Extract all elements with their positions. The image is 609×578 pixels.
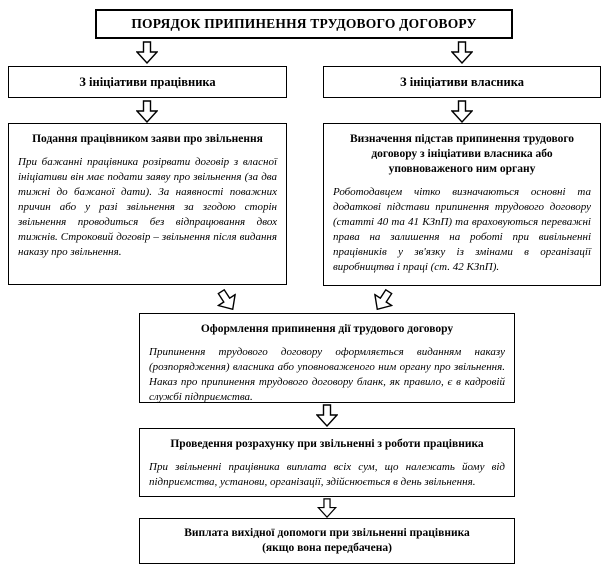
step-severance-box xyxy=(139,518,515,564)
owner-branch-box xyxy=(323,123,601,286)
step-settlement-box xyxy=(139,428,515,497)
down-arrow-icon xyxy=(451,41,473,64)
down-right-arrow-icon xyxy=(212,285,243,316)
down-arrow-icon xyxy=(136,100,158,123)
down-left-arrow-icon xyxy=(368,285,399,316)
step-settlement-title: Проведення розрахунку при звільненні з роботи працівника xyxy=(170,438,484,450)
flowchart-title-box xyxy=(95,9,513,39)
flowchart-title: ПОРЯДОК ПРИПИНЕННЯ ТРУДОВОГО ДОГОВОРУ xyxy=(131,16,477,31)
step-formalization-title: Оформлення припинення дії трудового договору xyxy=(200,323,454,335)
employee-branch-text: При бажанні працівника розірвати договір з власної ініціативи він має подати заяву про звільнення (за два тижні до бажаної дати). За наявності поважних причин або у разі звільнення за згодою сторін звільнення проводиться без відпрацювання двох тижнів. Строковий договір – звільнення після видання наказу про звільнення. xyxy=(18,156,277,258)
branch-label-employee xyxy=(8,66,287,98)
branch-label-owner xyxy=(323,66,601,98)
owner-branch-title: Визначення підстав припинення трудового договору з ініціативи власника або уповноваженого ним органу xyxy=(349,133,575,175)
step-formalization-box xyxy=(139,313,515,403)
step-formalization-text: Припинення трудового договору оформляється виданням наказу (розпорядження) власника або уповноваженого ним органу про звільнення. Наказ про припинення трудового договору бланк, як правило, є в кадровій службі підприємства. xyxy=(149,346,505,403)
branch-label-owner-text: З ініціативи власника xyxy=(400,74,524,89)
branch-label-employee-text: З ініціативи працівника xyxy=(79,74,216,89)
employee-branch-box xyxy=(8,123,287,285)
step-settlement-text: При звільненні працівника виплата всіх сум, що належать йому від підприємства, установи, організації, здійснюється в день звільнення. xyxy=(149,461,505,488)
down-arrow-icon xyxy=(316,404,338,427)
step-severance-subtitle: (якщо вона передбачена) xyxy=(262,542,392,554)
owner-branch-text: Роботодавцем чітко визначаються основні та додаткові підстави припинення трудового договору (статті 40 та 41 КЗпП) та враховуються переважні права на залишення на роботі при вивільненні працівників у зв'язку із змінами в організації виробництва і праці (ст. 42 КЗпП). xyxy=(333,186,591,273)
employee-branch-title: Подання працівником заяви про звільнення xyxy=(32,133,263,145)
down-arrow-icon xyxy=(451,100,473,123)
down-arrow-icon xyxy=(136,41,158,64)
down-arrow-icon xyxy=(316,498,338,518)
step-severance-title: Виплата вихідної допомоги при звільненні працівника xyxy=(184,527,470,539)
